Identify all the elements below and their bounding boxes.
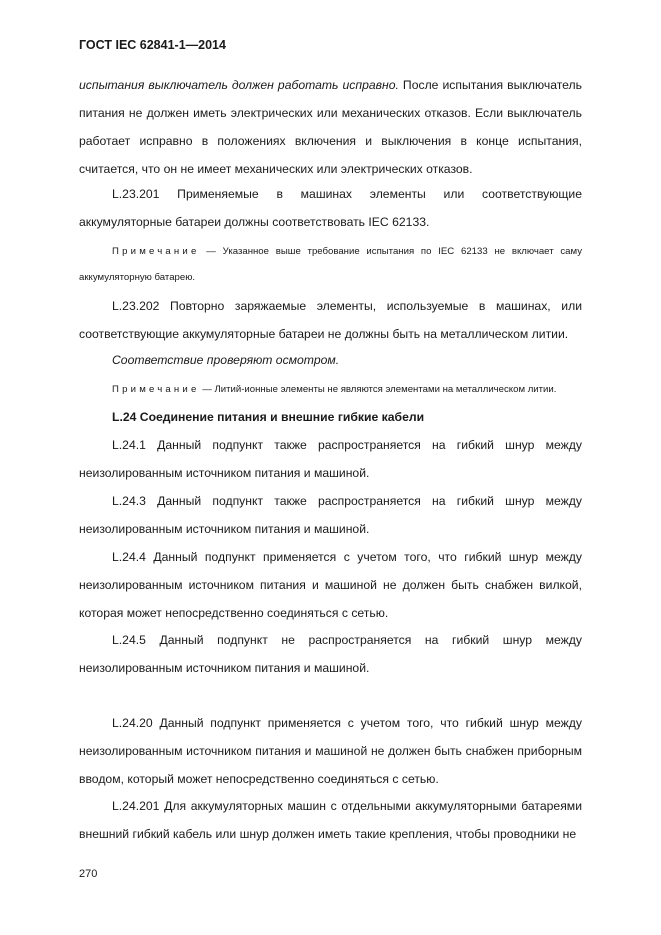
note-label: Примечание xyxy=(112,246,200,257)
note-1 xyxy=(79,239,582,291)
document-header: ГОСТ IEC 62841-1—2014 xyxy=(79,38,226,52)
paragraph-l24-3: L.24.3 Данный подпункт также распространяется на гибкий шнур между неизолированным источником питания и машиной. xyxy=(79,494,582,536)
italic-text: испытания выключатель должен работать исправно. xyxy=(79,78,399,92)
note-label: Примечание xyxy=(112,384,200,395)
paragraph-l24-1: L.24.1 Данный подпункт также распространяется на гибкий шнур между неизолированным источником питания и машиной. xyxy=(79,438,582,480)
paragraph-l24-20: L.24.20 Данный подпункт применяется с учетом того, что гибкий шнур между неизолированным источником питания и машиной не должен быть снабжен приборным вводом, который может непосредственно соединяться с сетью. xyxy=(79,716,582,786)
note-text: — Литий-ионные элементы не являются элементами на металлическом литии. xyxy=(199,384,557,395)
paragraph-l24-5: L.24.5 Данный подпункт не распространяется на гибкий шнур между неизолированным источником питания и машиной. xyxy=(79,633,582,675)
compliance-statement: Соответствие проверяют осмотром. xyxy=(112,353,340,367)
section-heading-l24: L.24 Соединение питания и внешние гибкие кабели xyxy=(112,410,425,424)
paragraph-l23-201: L.23.201 Применяемые в машинах элементы или соответствующие аккумуляторные батареи должны соответствовать IEC 62133. xyxy=(79,187,582,229)
note-2 xyxy=(79,377,582,403)
paragraph-l23-202: L.23.202 Повторно заряжаемые элементы, используемые в машинах, или соответствующие аккумуляторные батареи не должны быть на металлическом литии. xyxy=(79,299,582,341)
note-text: — Указанное выше требование испытания по IEC 62133 не включает саму аккумуляторную батарею. xyxy=(79,246,582,283)
paragraph-l24-4: L.24.4 Данный подпункт применяется с учетом того, что гибкий шнур между неизолированным источником питания и машиной не должен быть снабжен вилкой, которая может непосредственно соединяться с сетью. xyxy=(79,550,582,620)
paragraph-l24-201: L.24.201 Для аккумуляторных машин с отдельными аккумуляторными батареями внешний гибкий кабель или шнур должен иметь такие крепления, чтобы проводники не xyxy=(79,799,582,841)
paragraph-continuation xyxy=(79,71,582,183)
paragraph-text: После испытания выключатель питания не должен иметь электрических или механических отказов. Если выключатель работает исправно в положениях включения и выключения в конце испытания, считается, что он не имеет механических или электрических отказов. xyxy=(79,78,582,176)
page-number: 270 xyxy=(79,868,98,880)
